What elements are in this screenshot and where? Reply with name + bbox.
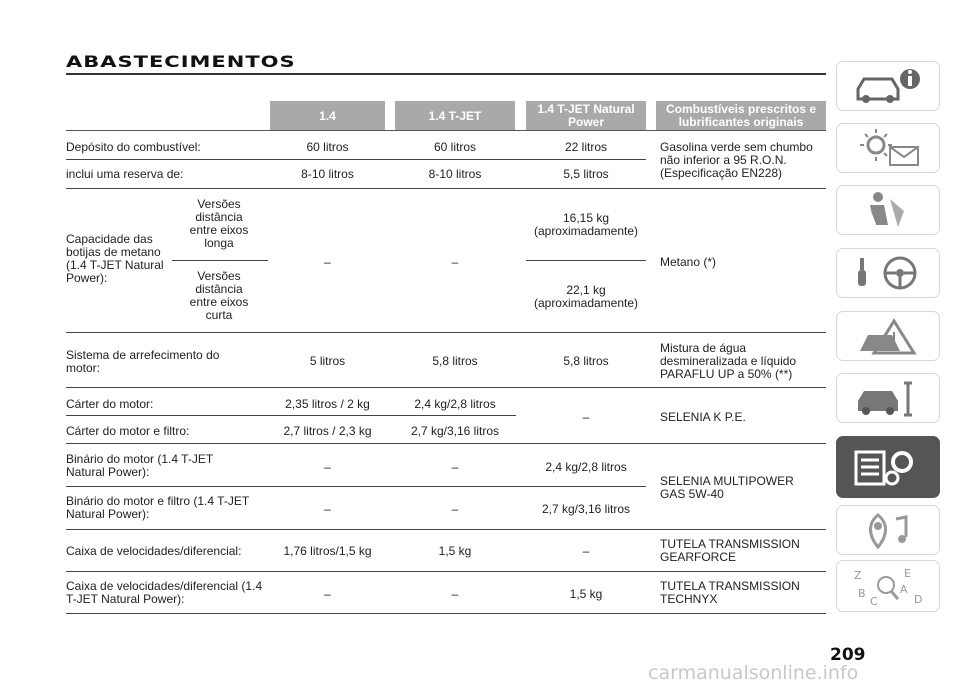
row-caixa-np-v1: – [324, 587, 331, 601]
svg-text:Z: Z [854, 569, 862, 582]
row-botijas-fuel: Metano (*) [660, 255, 717, 269]
row-binario-v3: 2,4 kg/2,8 litros [545, 460, 627, 474]
sidebar-tab-maintenance[interactable] [836, 373, 940, 423]
page-title: ABASTECIMENTOS [66, 52, 296, 71]
header-1-4: 1.4 [270, 101, 385, 131]
svg-text:D: D [914, 593, 923, 606]
svg-text:B: B [858, 587, 866, 600]
row-carter-filtro-label: Cárter do motor e filtro: [66, 424, 190, 438]
rule-botijas-sub [172, 260, 268, 261]
row-caixa-np-v3: 1,5 kg [569, 587, 603, 601]
row-binario-filtro-v2: – [451, 502, 459, 516]
row-arrefecimento-v1: 5 litros [309, 354, 346, 368]
row-deposito-v3: 22 litros [564, 140, 608, 154]
sidebar-tab-emergency[interactable] [836, 311, 940, 361]
header-rule [66, 130, 826, 131]
row-caixa-np-label: Caixa de velocidades/diferencial (1.4 T-JET Natural Power): [66, 579, 263, 606]
row-reserva-label: inclui uma reserva de: [66, 167, 184, 181]
row-caixa-v1: 1,76 litros/1,5 kg [283, 544, 372, 558]
row-arrefecimento-fuel: Mistura de água desmineralizada e líquido PARAFLU UP a 50% (**) [660, 341, 797, 381]
header-1-4-tjet-np: 1.4 T-JET Natural Power [526, 101, 646, 131]
row-binario-fuel: SELENIA MULTIPOWER GAS 5W-40 [660, 474, 794, 501]
row-reserva-v3: 5,5 litros [563, 167, 609, 181]
row-arrefecimento-v2: 5,8 litros [432, 354, 478, 368]
svg-text:C: C [870, 595, 878, 607]
rule-arrefecimento [66, 387, 826, 388]
roadside-emergency-icon [848, 315, 928, 357]
alphabetical-index-icon [848, 565, 928, 607]
rule-deposito [66, 159, 646, 160]
row-binario-filtro-label: Binário do motor e filtro (1.4 T-JET Natural Power): [66, 494, 249, 521]
row-caixa-fuel: TUTELA TRANSMISSION GEARFORCE [660, 537, 800, 564]
row-carter-fuel: SELENIA K P.E. [660, 410, 746, 424]
sidebar-tab-index[interactable] [836, 560, 940, 612]
sidebar-tab-car-info[interactable] [836, 61, 940, 111]
row-caixa-label: Caixa de velocidades/diferencial: [66, 544, 242, 558]
row-botijas-label: Capacidade das botijas de metano (1.4 T-JET Natural Power): [66, 232, 164, 285]
sidebar-tab-technical-data[interactable] [836, 436, 940, 498]
rule-binario [66, 486, 646, 487]
row-reserva-v2: 8-10 litros [428, 167, 482, 181]
rule-binario-filtro [66, 529, 826, 530]
header-fuels: Combustíveis prescritos e lubrificantes originais [656, 101, 826, 131]
title-rule [66, 73, 826, 75]
row-botijas-v3-short: 22,1 kg (aproximadamente) [533, 283, 639, 310]
row-deposito-v1: 60 litros [306, 140, 349, 154]
car-maintenance-icon [848, 377, 928, 419]
rule-carter [66, 415, 516, 416]
row-binario-v2: – [451, 460, 459, 474]
multimedia-icon [848, 509, 928, 551]
sidebar-tab-multimedia[interactable] [836, 505, 940, 555]
watermark: carmanualsonline.info [648, 662, 859, 684]
row-binario-v1: – [324, 460, 331, 474]
row-deposito-v2: 60 litros [433, 140, 477, 154]
row-deposito-label: Depósito do combustível: [66, 140, 201, 154]
svg-text:A: A [900, 583, 908, 596]
row-arrefecimento-label: Sistema de arrefecimento do motor: [66, 348, 220, 375]
rule-caixa [66, 571, 826, 572]
row-carter-v3: – [582, 410, 590, 424]
page-number: 209 [830, 645, 866, 665]
row-caixa-np-fuel: TUTELA TRANSMISSION TECHNYX [660, 579, 800, 606]
row-carter-filtro-v2: 2,7 kg/3,16 litros [410, 424, 500, 438]
sidebar-tab-safety[interactable] [836, 185, 940, 235]
row-carter-filtro-v1: 2,7 litros / 2,3 kg [283, 424, 372, 438]
svg-text:E: E [904, 567, 911, 580]
technical-data-icon [848, 446, 928, 488]
rule-carter-filtro [66, 443, 826, 444]
row-botijas-v2: – [451, 255, 459, 269]
row-caixa-v3: – [582, 544, 590, 558]
warning-lights-icon [848, 127, 928, 169]
rule-reserva [66, 188, 826, 189]
rule-botijas-v3 [526, 260, 646, 261]
rule-botijas [66, 332, 826, 333]
gasolina-spec: Gasolina verde sem chumbo não inferior a 95 R.O.N. (Especificação EN228) [660, 140, 813, 180]
row-binario-filtro-v1: – [324, 502, 331, 516]
row-carter-v1: 2,35 litros / 2 kg [285, 397, 370, 411]
header-blank-cell [66, 101, 268, 131]
row-carter-v2: 2,4 kg/2,8 litros [414, 397, 496, 411]
row-binario-filtro-v3: 2,7 kg/3,16 litros [541, 502, 631, 516]
sidebar-tab-warning-lights[interactable] [836, 123, 940, 173]
row-caixa-v2: 1,5 kg [438, 544, 472, 558]
row-arrefecimento-v3: 5,8 litros [563, 354, 609, 368]
row-botijas-v1: – [324, 255, 331, 269]
row-caixa-np-v2: – [451, 587, 459, 601]
rule-caixa-np [66, 613, 826, 614]
row-carter-label: Cárter do motor: [66, 397, 154, 411]
row-botijas-sub-short: Versões distância entre eixos curta [189, 269, 249, 322]
car-info-icon [848, 65, 928, 107]
row-binario-label: Binário do motor (1.4 T-JET Natural Power): [66, 452, 213, 479]
row-botijas-v3-long: 16,15 kg (aproximadamente) [533, 211, 639, 238]
header-1-4-tjet: 1.4 T-JET [395, 101, 515, 131]
row-botijas-sub-long: Versões distância entre eixos longa [189, 197, 249, 250]
key-steering-icon [848, 252, 928, 294]
safety-seat-icon [848, 189, 928, 231]
sidebar-tab-starting[interactable] [836, 248, 940, 298]
row-reserva-v1: 8-10 litros [301, 167, 354, 181]
